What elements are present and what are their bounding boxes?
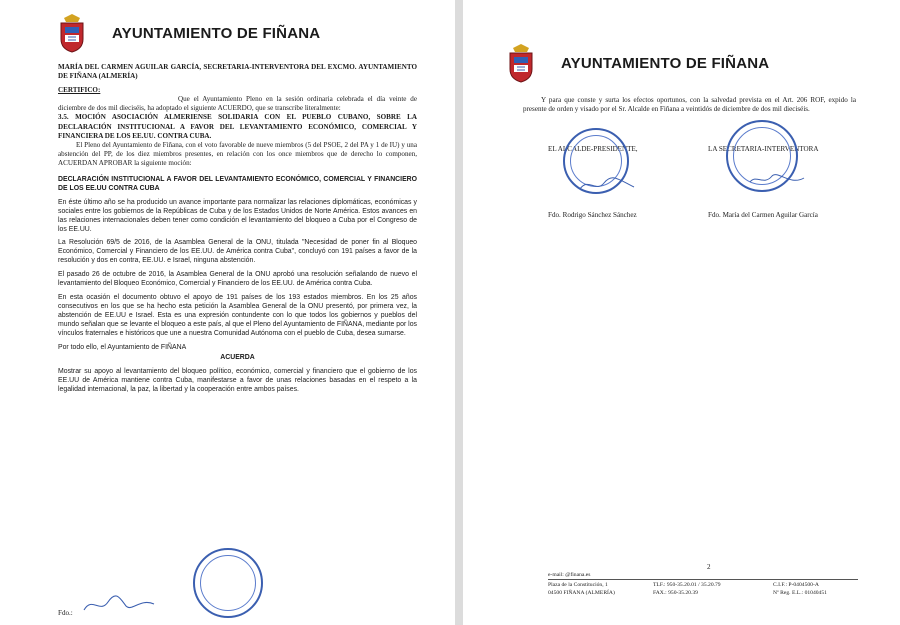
certificate-page-2 [463,0,900,625]
intro-paragraph: MARÍA DEL CARMEN AGUILAR GARCÍA, SECRETARIA-INTERVENTORA DEL EXCMO. AYUNTAMIENTO DE FIÑANA (ALMERÍA) [58,63,417,81]
secretary-title: LA SECRETARIA-INTERVENTORA [708,145,819,153]
official-seal-icon [193,548,263,618]
page-number: 2 [707,563,711,571]
handwritten-signature-icon [80,592,160,616]
mayor-title: EL ALCALDE-PRESIDENTE, [548,145,638,153]
footer-rule [548,579,858,580]
closing-paragraph: Y para que conste y surta los efectos oportunos, con la salvedad prevista en el Art. 206 ROF, expido la presente de orden y visado por el Sr. Alcalde en Fiñana a veintidós de diciembre de dos mil dieciséis. [523,96,856,114]
declaration-paragraph: En éste último año se ha producido un avance importante para normalizar las relaciones diplomáticas, económicas y sociales entre los gobiernos de la Repúblicas de Cuba y de los Estados Unidos de Norte América. Estos avances en las relaciones internacionales deben tener como condición el levantamiento del bloqueo a Cuba por el Congreso de los EE.UU. [58,198,417,233]
page-title: AYUNTAMIENTO DE FIÑANA [561,54,770,72]
footer-phone: TLF.: 950-35.20.01 / 35.20.79 [653,582,721,588]
footer-fax: FAX.: 950-35.20.39 [653,590,698,596]
secretary-name: Fdo. María del Carmen Aguilar García [708,211,818,219]
motion-title: 3.5. MOCIÓN ASOCIACIÓN ALMERIENSE SOLIDARIA CON EL PUEBLO CUBANO, SOBRE LA DECLARACIÓN INSTITUCIONAL A FAVOR DEL LEVANTAMIENTO ECONÓMICO, COMERCIAL Y FINANCIERA DE LOS EE.UU. CONTRA CUBA. [58,113,417,140]
declaration-paragraph: La Resolución 69/5 de 2016, de la Asamblea General de la ONU, titulada "Necesidad de poner fin al Bloqueo Económico, Comercial y Financiero de los EE.UU. de América contra Cuba", concluyó con 191 países a favor de la resolución y dos en contra, EE.UU. e Israel, ninguna abstención. [58,239,417,265]
coat-of-arms-icon [507,43,535,83]
vote-paragraph: El Pleno del Ayuntamiento de Fiñana, con el voto favorable de nueve miembros (5 del PSOE, 2 del PA y 1 de IU) y una abstención del PP, de los diez miembros presentes, en relación con los once miembros que de derecho lo componen, ACUERDAN APROBAR la siguiente moción: [58,140,417,167]
footer-registry: Nº Reg. E.L.: 01040451 [773,590,827,596]
footer-cif: C.I.F.: P-0404500-A [773,582,819,588]
page-header [507,38,856,88]
resolution-paragraph: Mostrar su apoyo al levantamiento del bloqueo político, económico, comercial y financiero que el gobierno de los EE.UU de América mantiene contra Cuba, manifestarse a favor de unas relaciones basadas en el respeto a la legalidad internacional, la paz, la libertad y la cooperación entre ambos países. [58,368,417,394]
declaration-paragraph: En esta ocasión el documento obtuvo el apoyo de 191 países de los 193 estados miembros. En los 25 años consecutivos en los que se ha hecho esta petición la Asamblea General de la ONU presentó, por primera vez, la abstención de EE.UU e Israel. Esta es una expresión contundente con lo que todos los gobiernos y pueblos del mundo señalan que se levante el bloqueo a este país, al que el Pleno del Ayuntamiento de FIÑANA, mediante por los vínculos fraternales e históricos que une a nuestra Comunidad Autónoma con el pueblo de Cuba, desea sumarse. [58,294,417,337]
declaration-paragraph: El pasado 26 de octubre de 2016, la Asamblea General de la ONU aprobó una resolución señalando de nuevo el levantamiento del Bloqueo Económico, Comercial y Financiero de los EE.UU. de América contra Cuba. [58,271,417,288]
certificate-paragraph: Que el Ayuntamiento Pleno en la sesión ordinaria celebrada el día veinte de diciembre de dos mil dieciséis, ha adoptado el siguiente ACUERDO, que se transcribe literalmente: [58,95,417,113]
page-title: AYUNTAMIENTO DE FIÑANA [112,24,321,42]
acuerda-heading: ACUERDA [220,354,255,362]
footer-address: 04500 FIÑANA (ALMERÍA) [548,590,615,596]
declaration-paragraph: Por todo ello, el Ayuntamiento de FIÑANA [58,343,187,351]
mayor-signature-icon [578,175,638,195]
mayor-name: Fdo. Rodrigo Sánchez Sánchez [548,211,637,219]
secretary-signature-icon [748,170,808,190]
footer-email[interactable]: e-mail: @finana.es [548,572,591,578]
signature-label: Fdo.: [58,609,73,617]
footer-address: Plaza de la Constitución, 1 [548,582,608,588]
page-header [58,8,417,58]
coat-of-arms-icon [58,13,86,53]
certifico-heading: CERTIFICO: [58,86,101,95]
declaration-title: DECLARACIÓN INSTITUCIONAL A FAVOR DEL LEVANTAMIENTO ECONÓMICO, COMERCIAL Y FINANCIERO DE LOS EE.UU CONTRA CUBA [58,176,417,192]
